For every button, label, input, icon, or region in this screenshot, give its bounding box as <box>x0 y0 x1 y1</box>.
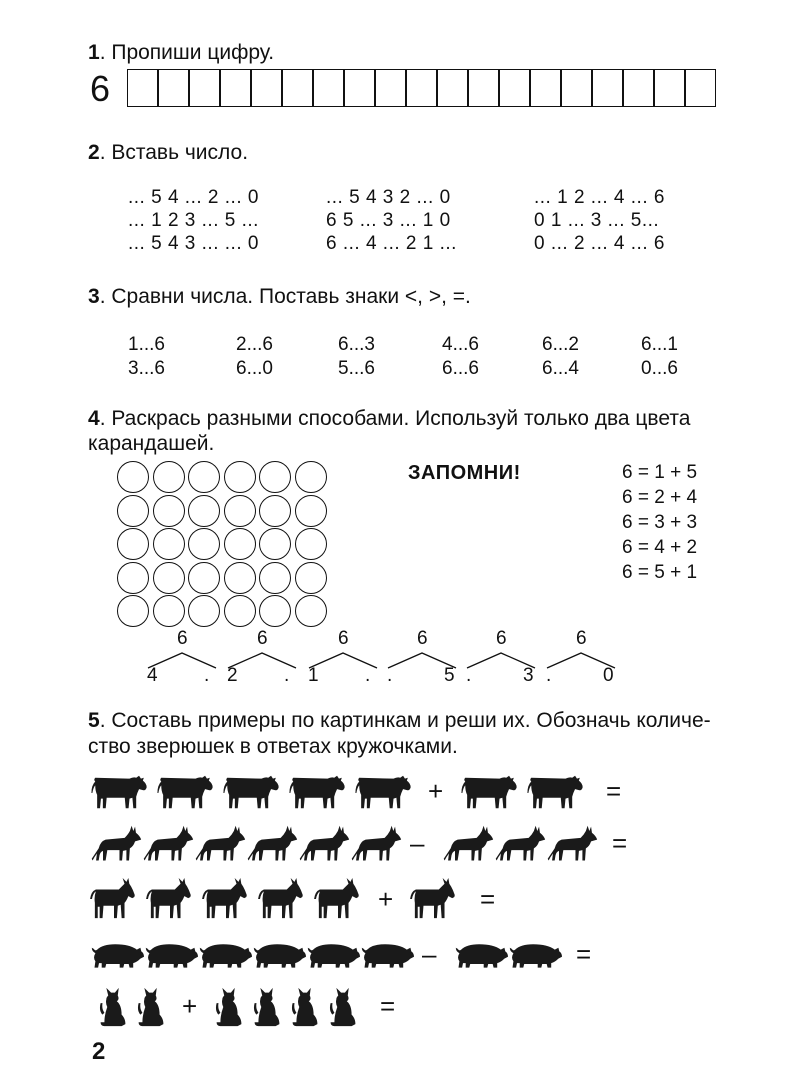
cat-icon <box>290 986 320 1028</box>
bond-part-left: . <box>546 665 552 686</box>
sequence-row: ... 1 2 3 ... 5 ... <box>128 210 259 231</box>
sequence-row: ... 5 4 ... 2 ... 0 <box>128 187 259 208</box>
compare-1-6: 6...1 <box>641 334 678 355</box>
bond-whole: 6 <box>338 628 349 649</box>
donkey-icon <box>90 878 138 922</box>
dog-icon <box>194 822 246 866</box>
coloring-circle <box>295 528 327 560</box>
donkey-icon <box>258 878 306 922</box>
equation: 6 = 4 + 2 <box>622 537 698 558</box>
coloring-circle <box>117 562 149 594</box>
sequence-row: ... 1 2 ... 4 ... 6 <box>534 187 665 208</box>
coloring-circle <box>259 495 291 527</box>
writing-cell <box>592 69 623 107</box>
task1-title <box>88 40 274 66</box>
cat-icon <box>328 986 358 1028</box>
bond-part-right: . <box>365 665 371 686</box>
cat-icon <box>252 986 282 1028</box>
compare-1-2: 2...6 <box>236 334 273 355</box>
coloring-circle <box>259 595 291 627</box>
pig-icon <box>90 940 144 970</box>
sequence-row: ... 5 4 3 ... ... 0 <box>128 233 259 254</box>
task5-text-line1: . Составь примеры по картинкам и реши их. Обозначь количе- <box>99 709 711 732</box>
cow-icon <box>460 772 520 812</box>
bond-part-right: 5 <box>444 665 455 686</box>
bond-whole: 6 <box>496 628 507 649</box>
task5-title <box>88 708 711 734</box>
page-number: 2 <box>92 1038 106 1065</box>
compare-2-2: 6...0 <box>236 358 273 379</box>
bond-whole: 6 <box>257 628 268 649</box>
coloring-circle <box>153 495 185 527</box>
task4-number: 4 <box>88 407 100 430</box>
bond-part-right: 0 <box>603 665 614 686</box>
writing-cell <box>158 69 189 107</box>
cow-icon <box>354 772 414 812</box>
coloring-circle <box>295 461 327 493</box>
bond-part-right: . <box>204 665 210 686</box>
pig-icon <box>252 940 306 970</box>
writing-cell <box>282 69 313 107</box>
task2-column-2 <box>326 186 457 255</box>
cow-icon <box>526 772 586 812</box>
coloring-circle <box>188 528 220 560</box>
sequence-row: 0 1 ... 3 ... 5... <box>534 210 660 231</box>
writing-cell <box>499 69 530 107</box>
writing-cell <box>654 69 685 107</box>
coloring-circle <box>153 461 185 493</box>
task1-text: . Пропиши цифру. <box>99 41 275 64</box>
pig-icon <box>360 940 414 970</box>
writing-cell <box>220 69 251 107</box>
operator-sign: + <box>428 776 444 806</box>
coloring-circle <box>188 495 220 527</box>
equation: 6 = 3 + 3 <box>622 512 698 533</box>
coloring-circle <box>117 528 149 560</box>
bond-part-left: 4 <box>147 665 158 686</box>
bond-whole: 6 <box>576 628 587 649</box>
compare-2-5: 6...4 <box>542 358 579 379</box>
task4-title <box>88 406 690 432</box>
pig-icon <box>198 940 252 970</box>
task4-title-line2: карандашей. <box>88 432 215 455</box>
writing-cell <box>251 69 282 107</box>
coloring-circle <box>153 595 185 627</box>
coloring-circle <box>295 495 327 527</box>
coloring-circle <box>224 495 256 527</box>
cow-icon <box>156 772 216 812</box>
equals-sign: = <box>576 939 592 969</box>
writing-cell <box>530 69 561 107</box>
coloring-circle <box>117 495 149 527</box>
coloring-circle <box>224 562 256 594</box>
operator-sign: + <box>378 884 394 914</box>
coloring-circle <box>188 461 220 493</box>
coloring-circle <box>153 562 185 594</box>
pig-icon <box>454 940 508 970</box>
donkey-icon <box>146 878 194 922</box>
task1-digit: 6 <box>90 68 111 109</box>
operator-sign: – <box>410 828 425 858</box>
writing-cell <box>189 69 220 107</box>
writing-cell <box>685 69 716 107</box>
dog-icon <box>350 822 402 866</box>
writing-cell <box>313 69 344 107</box>
task1-number: 1 <box>88 41 100 64</box>
coloring-circle <box>224 528 256 560</box>
equals-sign: = <box>612 828 628 858</box>
writing-cell <box>561 69 592 107</box>
task4-text-line1: . Раскрась разными способами. Используй только два цвета <box>99 407 691 430</box>
coloring-circle <box>153 528 185 560</box>
remember-heading: ЗАПОМНИ! <box>408 462 521 484</box>
pig-icon <box>508 940 562 970</box>
coloring-circle <box>295 562 327 594</box>
dog-icon <box>494 822 546 866</box>
coloring-circle <box>259 562 291 594</box>
compare-1-3: 6...3 <box>338 334 375 355</box>
sequence-row: ... 5 4 3 2 ... 0 <box>326 187 451 208</box>
equation: 6 = 2 + 4 <box>622 487 698 508</box>
writing-cell <box>406 69 437 107</box>
task5-title-line2: ство зверюшек в ответах кружочками. <box>88 735 458 758</box>
equals-sign: = <box>480 884 496 914</box>
coloring-circle <box>188 562 220 594</box>
compare-2-1: 3...6 <box>128 358 165 379</box>
sequence-row: 6 ... 4 ... 2 1 ... <box>326 233 457 254</box>
compare-2-6: 0...6 <box>641 358 678 379</box>
coloring-circle <box>224 595 256 627</box>
pig-icon <box>144 940 198 970</box>
number-six-equations <box>622 460 697 585</box>
operator-sign: – <box>422 939 437 969</box>
coloring-circle <box>295 595 327 627</box>
task3-number: 3 <box>88 285 100 308</box>
equals-sign: = <box>380 991 396 1021</box>
cow-icon <box>288 772 348 812</box>
compare-1-5: 6...2 <box>542 334 579 355</box>
coloring-circle <box>188 595 220 627</box>
coloring-circle <box>117 461 149 493</box>
operator-sign: + <box>182 991 198 1021</box>
sequence-row: 0 ... 2 ... 4 ... 6 <box>534 233 665 254</box>
task5-number: 5 <box>88 709 100 732</box>
dog-icon <box>442 822 494 866</box>
coloring-circle <box>259 528 291 560</box>
writing-cell <box>437 69 468 107</box>
cat-icon <box>98 986 128 1028</box>
cat-icon <box>136 986 166 1028</box>
bond-whole: 6 <box>417 628 428 649</box>
task2-column-3 <box>534 186 665 255</box>
coloring-circle <box>117 595 149 627</box>
dog-icon <box>246 822 298 866</box>
dog-icon <box>546 822 598 866</box>
sequence-row: 6 5 ... 3 ... 1 0 <box>326 210 451 231</box>
writing-cell <box>623 69 654 107</box>
compare-2-4: 6...6 <box>442 358 479 379</box>
task2-title <box>88 140 248 166</box>
cow-icon <box>222 772 282 812</box>
cat-icon <box>214 986 244 1028</box>
compare-1-4: 4...6 <box>442 334 479 355</box>
bond-part-left: 2 <box>227 665 238 686</box>
donkey-icon <box>202 878 250 922</box>
dog-icon <box>298 822 350 866</box>
task3-text: . Сравни числа. Поставь знаки <, >, =. <box>99 285 471 308</box>
dog-icon <box>142 822 194 866</box>
donkey-icon <box>314 878 362 922</box>
coloring-circle <box>259 461 291 493</box>
task2-column-1 <box>128 186 259 255</box>
pig-icon <box>306 940 360 970</box>
task2-text: . Вставь число. <box>99 141 249 164</box>
coloring-circle <box>224 461 256 493</box>
writing-cell <box>344 69 375 107</box>
bond-part-right: 3 <box>523 665 534 686</box>
bond-whole: 6 <box>177 628 188 649</box>
bond-part-left: . <box>387 665 393 686</box>
cow-icon <box>90 772 150 812</box>
bond-part-left: . <box>466 665 472 686</box>
equals-sign: = <box>606 776 622 806</box>
writing-cell <box>375 69 406 107</box>
equation: 6 = 1 + 5 <box>622 462 698 483</box>
dog-icon <box>90 822 142 866</box>
compare-1-1: 1...6 <box>128 334 165 355</box>
task3-title <box>88 284 471 310</box>
writing-cell <box>127 69 158 107</box>
task2-number: 2 <box>88 141 100 164</box>
bond-part-left: 1 <box>308 665 319 686</box>
donkey-icon <box>410 878 458 922</box>
compare-2-3: 5...6 <box>338 358 375 379</box>
writing-cell <box>468 69 499 107</box>
bond-part-right: . <box>284 665 290 686</box>
equation: 6 = 5 + 1 <box>622 562 698 583</box>
